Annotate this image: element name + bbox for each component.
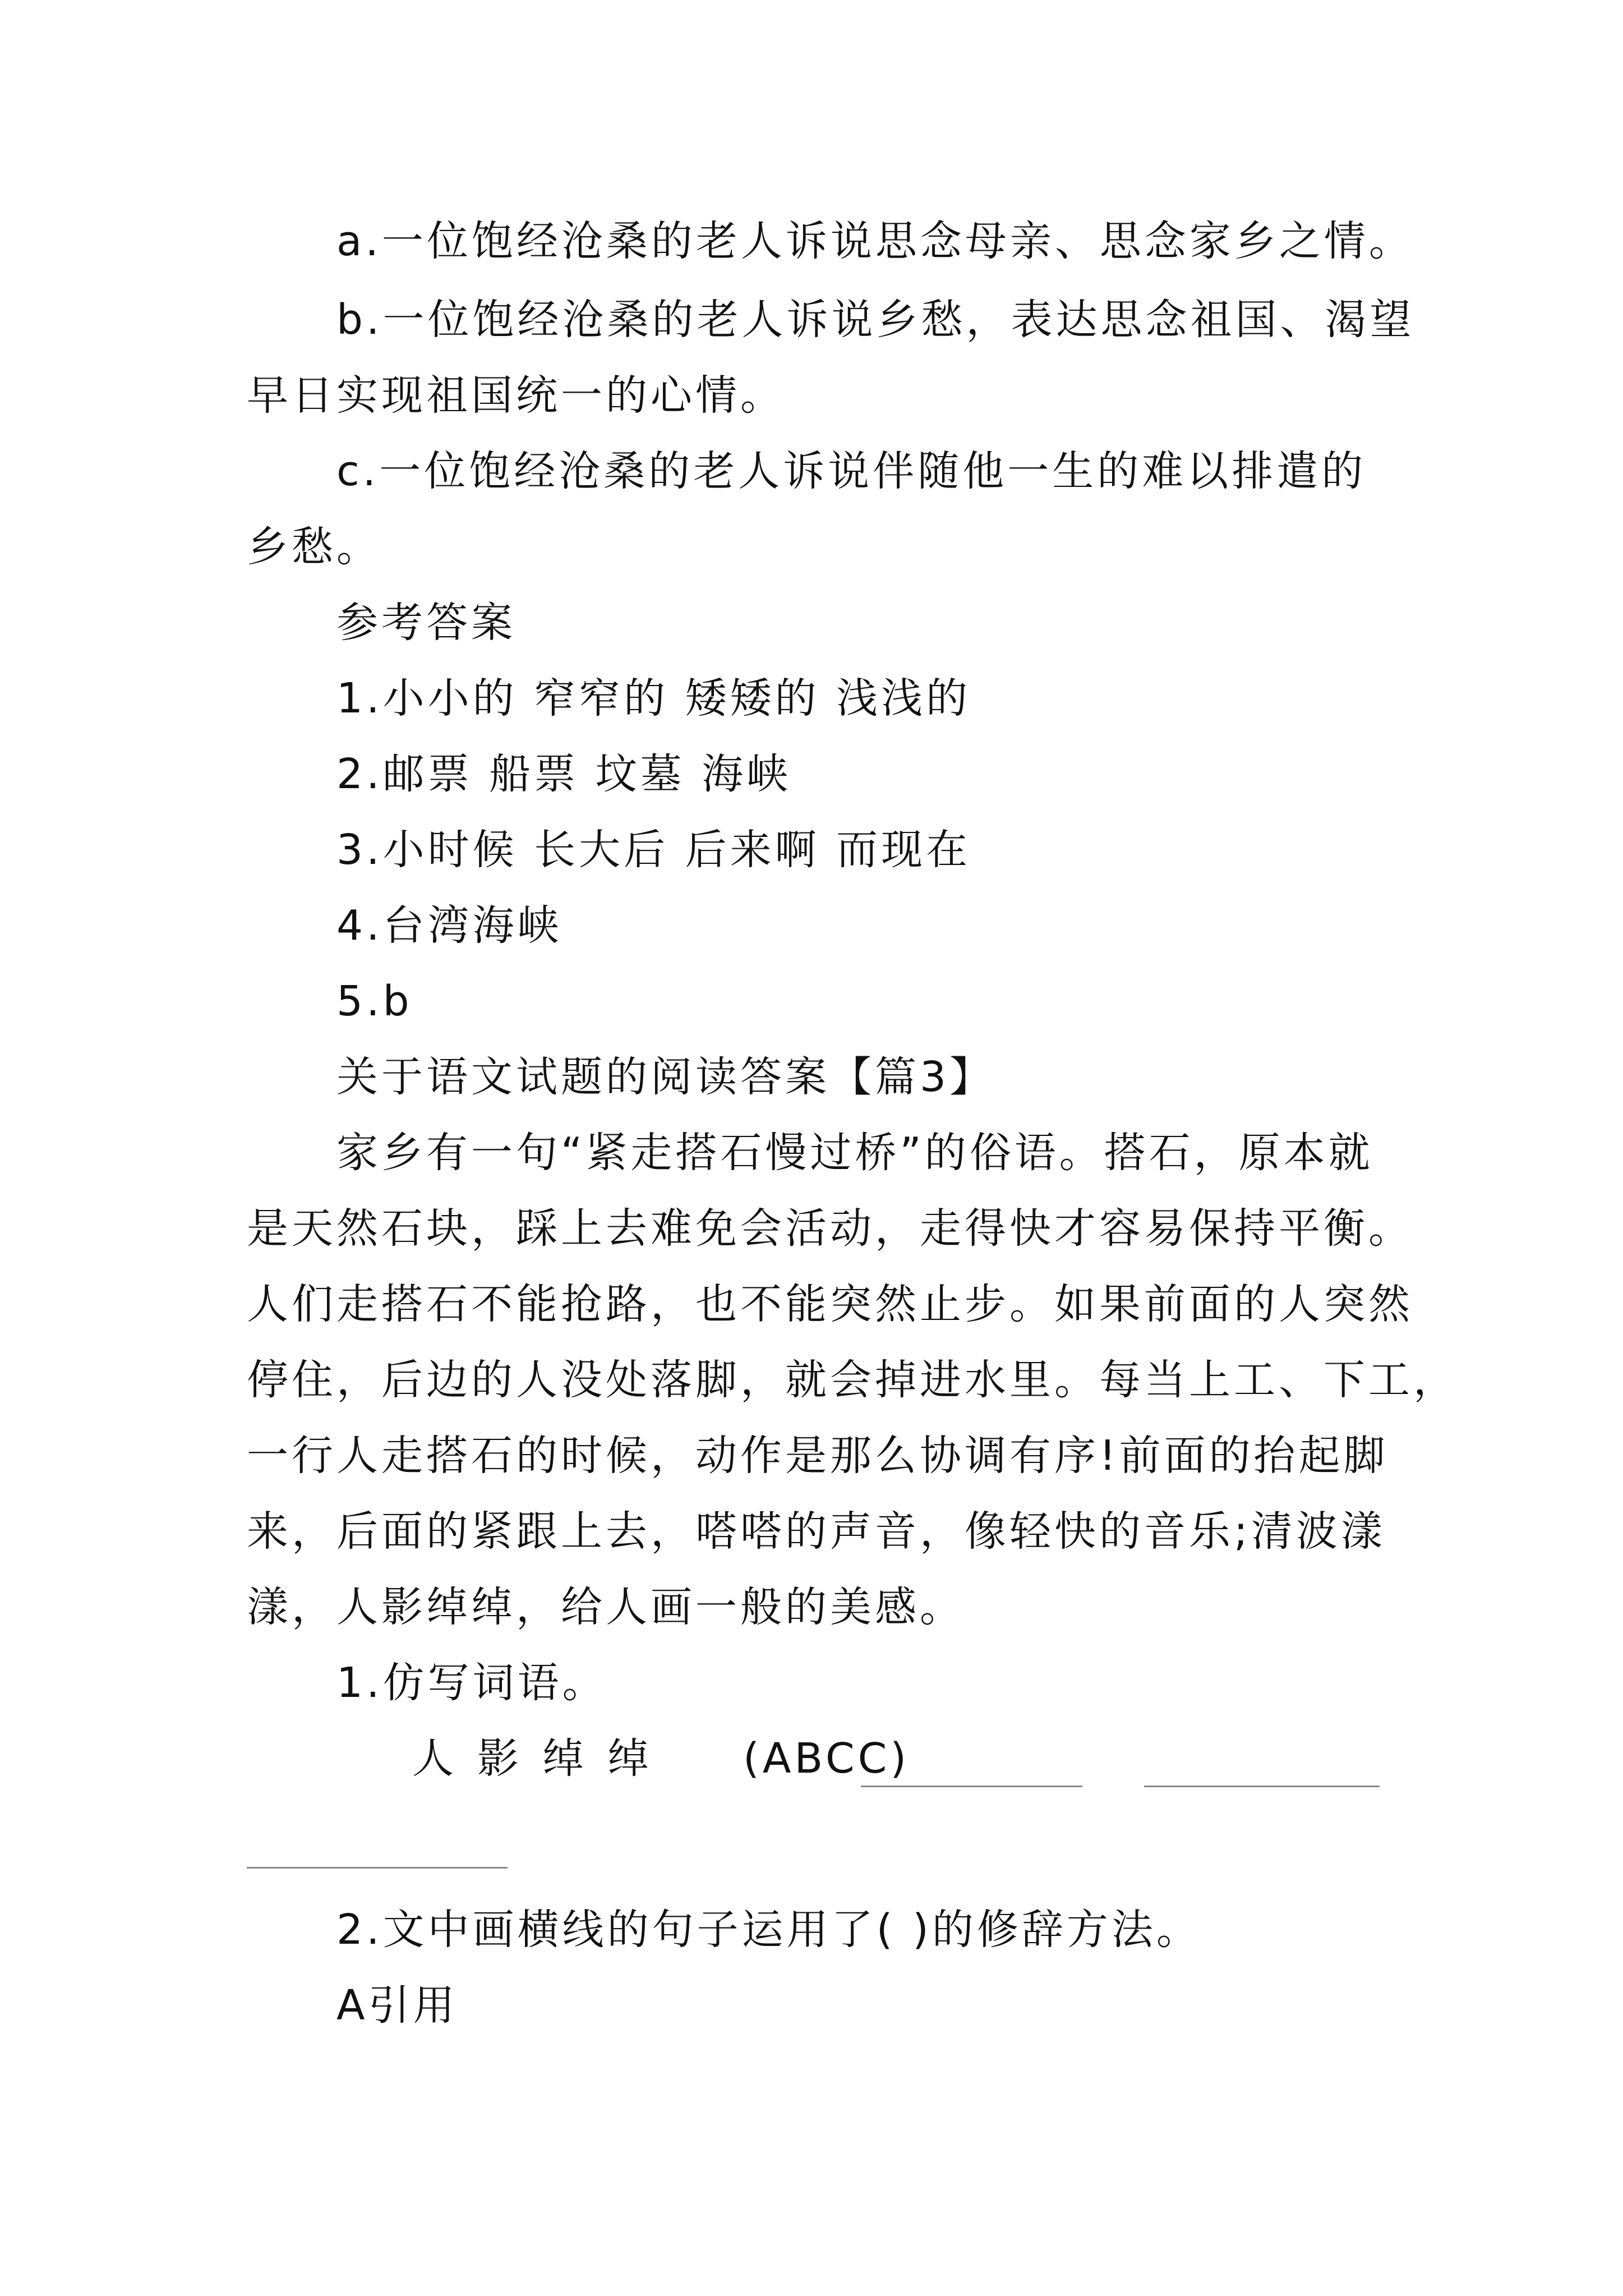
answer-heading: 参考答案 bbox=[336, 599, 516, 647]
answer-4: 4.台湾海峡 bbox=[336, 901, 562, 950]
paragraph-line-5: 一行人走搭石的时候，动作是那么协调有序!前面的抬起脚 bbox=[247, 1432, 1389, 1480]
option-b-line-2: 早日实现祖国统一的心情。 bbox=[247, 371, 785, 420]
answer-3: 3.小时候 长大后 后来啊 而现在 bbox=[336, 826, 971, 874]
option-c-line-1: c.一位饱经沧桑的老人诉说伴随他一生的难以排遣的 bbox=[336, 447, 1367, 495]
question-1-example: 人影绰绰 bbox=[412, 1734, 672, 1783]
question-2: 2.文中画横线的句子运用了( )的修辞方法。 bbox=[336, 1906, 1201, 1954]
paragraph-line-7: 漾，人影绰绰，给人画一般的美感。 bbox=[247, 1583, 965, 1631]
answer-blank-2 bbox=[1144, 1786, 1380, 1787]
answer-2: 2.邮票 船票 坟墓 海峡 bbox=[336, 750, 792, 798]
question-1-pattern: (ABCC) bbox=[743, 1734, 910, 1783]
answer-blank-3 bbox=[247, 1867, 508, 1869]
answer-5: 5.b bbox=[336, 977, 413, 1025]
paragraph-line-6: 来，后面的紧跟上去，嗒嗒的声音，像轻快的音乐;清波漾 bbox=[247, 1507, 1386, 1556]
question-2-option-a: A引用 bbox=[336, 1981, 458, 2030]
answer-blank-1 bbox=[861, 1786, 1082, 1787]
section-title: 关于语文试题的阅读答案【篇3】 bbox=[336, 1053, 995, 1101]
option-c-line-2: 乡愁。 bbox=[247, 523, 381, 571]
option-b-line-1: b.一位饱经沧桑的老人诉说乡愁，表达思念祖国、渴望 bbox=[336, 296, 1415, 344]
paragraph-line-4: 停住，后边的人没处落脚，就会掉进水里。每当上工、下工， bbox=[247, 1356, 1458, 1404]
question-1: 1.仿写词语。 bbox=[336, 1659, 607, 1707]
answer-1: 1.小小的 窄窄的 矮矮的 浅浅的 bbox=[336, 674, 971, 723]
paragraph-line-3: 人们走搭石不能抢路，也不能突然止步。如果前面的人突然 bbox=[247, 1280, 1413, 1328]
paragraph-line-1: 家乡有一句“紧走搭石慢过桥”的俗语。搭石，原本就 bbox=[336, 1129, 1373, 1177]
paragraph-line-2: 是天然石块，踩上去难免会活动，走得快才容易保持平衡。 bbox=[247, 1204, 1413, 1253]
option-a-line: a.一位饱经沧桑的老人诉说思念母亲、思念家乡之情。 bbox=[336, 217, 1414, 265]
